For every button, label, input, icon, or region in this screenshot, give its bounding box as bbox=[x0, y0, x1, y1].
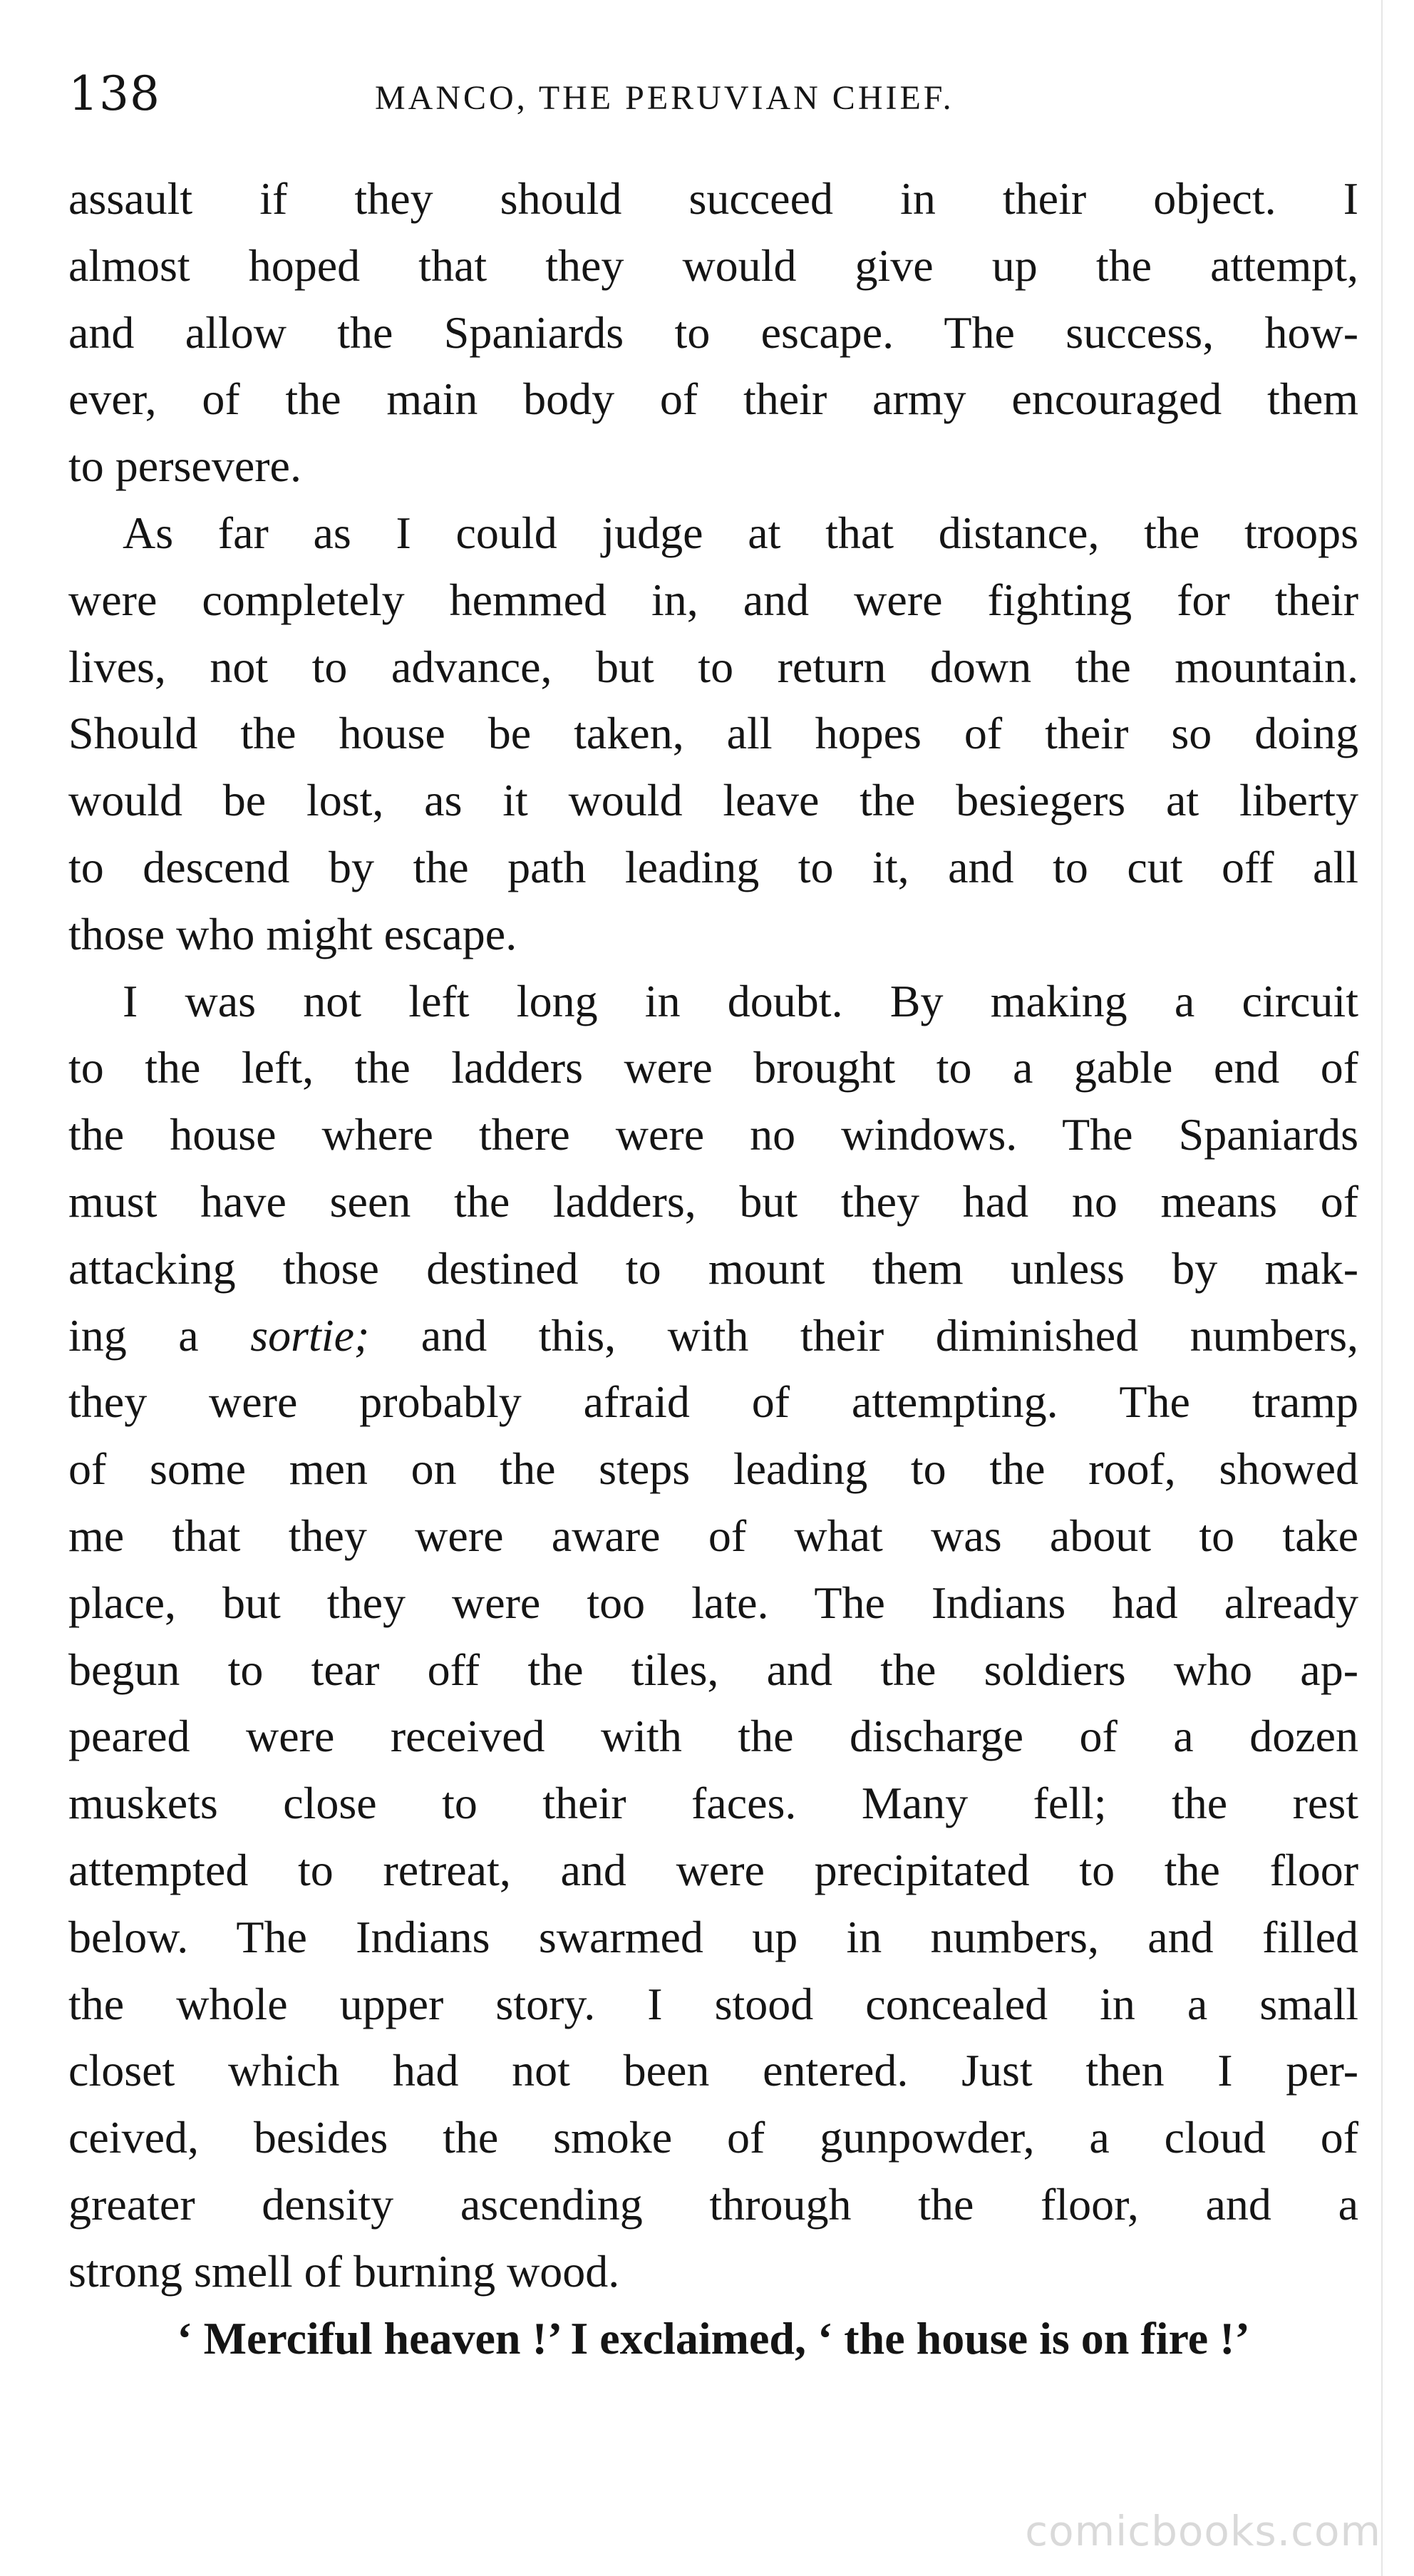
running-head: MANCO, THE PERUVIAN CHIEF. bbox=[375, 79, 954, 117]
text-line: ever, of the main body of their army encouraged them bbox=[68, 373, 1358, 425]
text-segment: and this, with their diminished numbers, bbox=[420, 1309, 1358, 1361]
page-number: 138 bbox=[68, 66, 160, 121]
text-line: Should the house be taken, all hopes of their so doing bbox=[68, 708, 1358, 759]
text-line: to descend by the path leading to it, and to cut off all bbox=[68, 841, 1358, 892]
text-line: the whole upper story. I stood concealed in a small bbox=[68, 1978, 1358, 2029]
text-line: lives, not to advance, but to return down the mountain. bbox=[68, 641, 1358, 692]
text-line: peared were received with the discharge of a dozen bbox=[68, 1711, 1358, 1762]
text-line: me that they were aware of what was about to take bbox=[68, 1510, 1358, 1561]
page-header bbox=[68, 58, 1358, 137]
text-line: greater density ascending through the floor, and a bbox=[68, 2178, 1358, 2230]
text-line: below. The Indians swarmed up in numbers, and filled bbox=[68, 1911, 1358, 1962]
italic-word: sortie; bbox=[250, 1309, 370, 1361]
text-line: assault if they should succeed in their object. I bbox=[68, 173, 1358, 224]
text-line: attempted to retreat, and were precipitated to the floor bbox=[68, 1844, 1358, 1895]
text-line: closet which had not been entered. Just then I per- bbox=[68, 2045, 1358, 2096]
text-line: those who might escape. bbox=[68, 908, 517, 959]
text-line: attacking those destined to mount them unless by mak- bbox=[68, 1242, 1358, 1294]
text-line: were completely hemmed in, and were fighting for their bbox=[68, 574, 1358, 625]
page-edge-line bbox=[1381, 0, 1383, 2576]
text-line bbox=[68, 1302, 1358, 1369]
text-line: As far as I could judge at that distance, the troops bbox=[123, 507, 1358, 558]
text-line: ceived, besides the smoke of gunpowder, a cloud of bbox=[68, 2112, 1358, 2163]
text-line: I was not left long in doubt. By making a circuit bbox=[123, 975, 1358, 1026]
text-line: would be lost, as it would leave the besiegers at liberty bbox=[68, 775, 1358, 826]
text-line: begun to tear off the tiles, and the soldiers who ap- bbox=[68, 1644, 1358, 1695]
text-line: ‘ Merciful heaven !’ I exclaimed, ‘ the house is on fire !’ bbox=[177, 2312, 1250, 2364]
text-line: the house where there were no windows. The Spaniards bbox=[68, 1109, 1358, 1160]
text-line: muskets close to their faces. Many fell; the rest bbox=[68, 1778, 1358, 1829]
text-line: almost hoped that they would give up the attempt, bbox=[68, 239, 1358, 291]
body-text bbox=[68, 165, 1358, 2371]
text-line: place, but they were too late. The Indians had already bbox=[68, 1577, 1358, 1628]
text-line: to the left, the ladders were brought to a gable end of bbox=[68, 1042, 1358, 1093]
text-line: and allow the Spaniards to escape. The success, how- bbox=[68, 306, 1358, 358]
text-line: must have seen the ladders, but they had no means of bbox=[68, 1175, 1358, 1227]
text-line: they were probably afraid of attempting. The tramp bbox=[68, 1376, 1358, 1428]
watermark: comicbooks.com bbox=[1025, 2507, 1381, 2555]
text-segment: ing a bbox=[68, 1309, 199, 1361]
text-line: to persevere. bbox=[68, 441, 301, 492]
text-line: strong smell of burning wood. bbox=[68, 2245, 620, 2297]
text-line: of some men on the steps leading to the roof, showed bbox=[68, 1443, 1358, 1495]
